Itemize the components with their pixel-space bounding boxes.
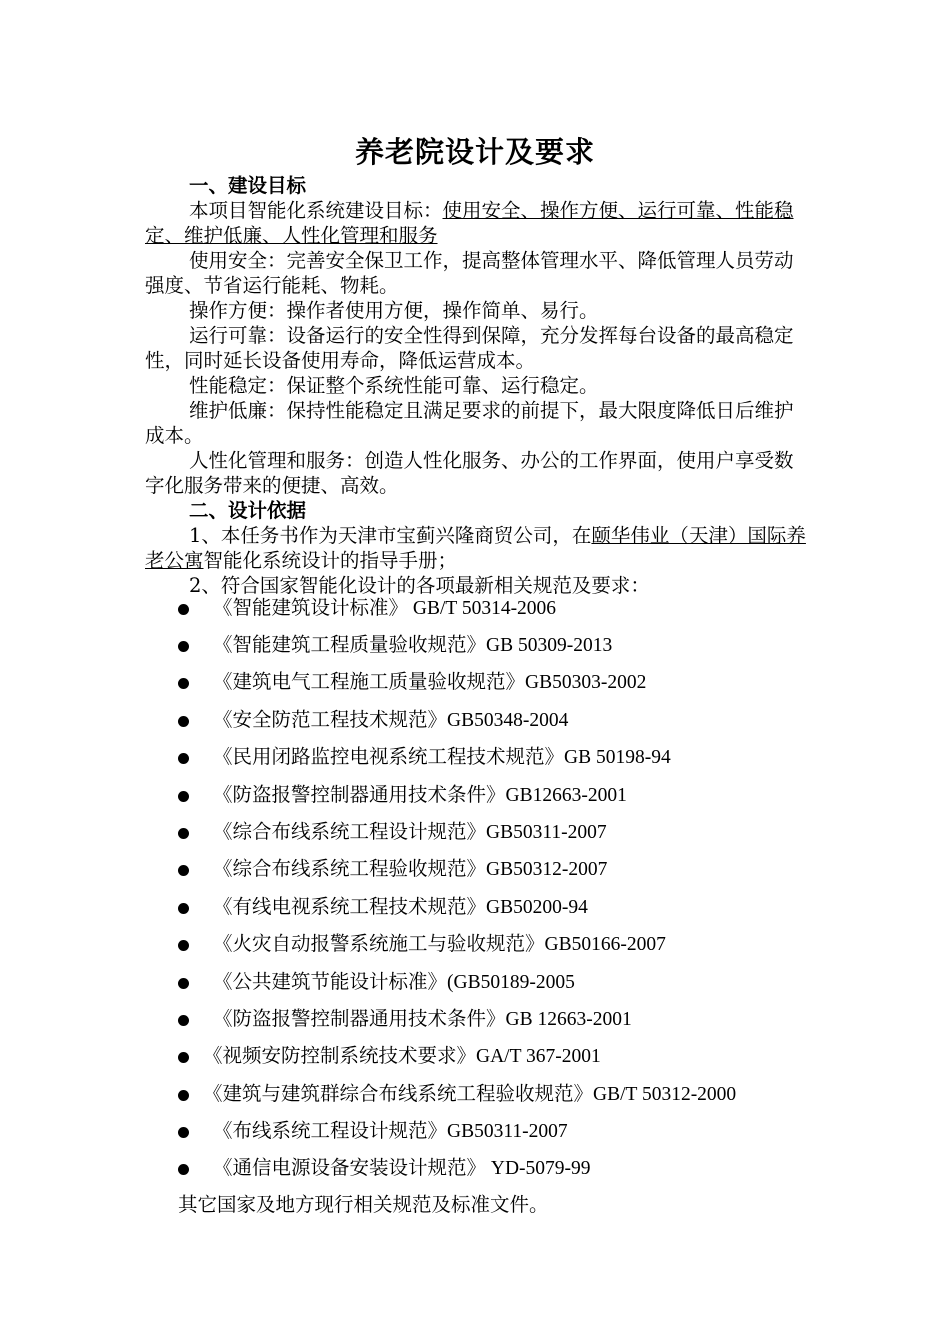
paragraph-text: 1、本任务书作为天津市宝蓟兴隆商贸公司，在 bbox=[189, 524, 592, 547]
standard-text: 《火灾自动报警系统施工与验收规范》GB50166-2007 bbox=[213, 934, 666, 955]
section-heading: 二、设计依据 bbox=[189, 499, 307, 522]
section-heading: 一、建设目标 bbox=[189, 174, 307, 197]
bullet-icon bbox=[178, 865, 189, 876]
standard-text: 《智能建筑设计标准》 GB/T 50314-2006 bbox=[213, 598, 557, 619]
paragraph: 性能稳定：保证整个系统性能可靠、运行稳定。 bbox=[189, 374, 599, 397]
goals-underlined-text: 使用安全、操作方便、运行可靠、性能稳定、维护低廉、人性化管理和服务 bbox=[145, 199, 794, 247]
paragraph: 使用安全：完善安全保卫工作，提高整体管理水平、降低管理人员劳动强度、节省运行能耗、物耗。 bbox=[145, 249, 794, 297]
section-1 bbox=[145, 173, 807, 598]
bullet-icon bbox=[178, 940, 189, 951]
paragraph: 2、符合国家智能化设计的各项最新相关规范及要求： bbox=[189, 574, 650, 597]
bullet-icon bbox=[178, 678, 189, 689]
paragraph: 维护低廉：保持性能稳定且满足要求的前提下，最大限度降低日后维护成本。 bbox=[145, 399, 794, 447]
standard-text: 《建筑与建筑群综合布线系统工程验收规范》GB/T 50312-2000 bbox=[203, 1084, 737, 1105]
project-name-underlined-text: 颐华伟业（天津）国际养老公寓 bbox=[145, 524, 806, 572]
standard-text: 《智能建筑工程质量验收规范》GB 50309-2013 bbox=[213, 635, 613, 656]
standard-text: 《视频安防控制系统技术要求》GA/T 367-2001 bbox=[203, 1046, 601, 1067]
standard-text: 《公共建筑节能设计标准》(GB50189-2005 bbox=[213, 972, 575, 993]
list-item bbox=[0, 932, 950, 958]
list-item bbox=[0, 857, 950, 883]
standard-text: 《综合布线系统工程验收规范》GB50312-2007 bbox=[213, 859, 608, 880]
bullet-icon bbox=[178, 1015, 189, 1026]
bullet-icon bbox=[178, 1127, 189, 1138]
list-item bbox=[0, 596, 950, 622]
bullet-icon bbox=[178, 716, 189, 727]
list-item bbox=[0, 783, 950, 809]
list-item bbox=[0, 745, 950, 771]
bullet-icon bbox=[178, 1052, 189, 1063]
list-item bbox=[0, 1044, 950, 1070]
paragraph bbox=[145, 523, 807, 573]
standard-text: 《综合布线系统工程设计规范》GB50311-2007 bbox=[213, 822, 607, 843]
intro-text: 本项目智能化系统建设目标： bbox=[189, 199, 443, 222]
paragraph: 人性化管理和服务：创造人性化服务、办公的工作界面，使用户享受数字化服务带来的便捷、高效。 bbox=[145, 449, 794, 497]
bullet-icon bbox=[178, 641, 189, 652]
standard-text: 《布线系统工程设计规范》GB50311-2007 bbox=[213, 1121, 568, 1142]
standard-text: 《安全防范工程技术规范》GB50348-2004 bbox=[213, 710, 569, 731]
bullet-icon bbox=[178, 1090, 189, 1101]
list-item bbox=[0, 970, 950, 996]
standard-text: 《通信电源设备安装设计规范》 YD-5079-99 bbox=[213, 1158, 591, 1179]
bullet-icon bbox=[178, 828, 189, 839]
closing-paragraph: 其它国家及地方现行相关规范及标准文件。 bbox=[178, 1193, 549, 1216]
standard-text: 《防盗报警控制器通用技术条件》GB 12663-2001 bbox=[213, 1009, 632, 1030]
bullet-icon bbox=[178, 753, 189, 764]
paragraph bbox=[145, 198, 807, 248]
list-item bbox=[0, 708, 950, 734]
bullet-icon bbox=[178, 791, 189, 802]
paragraph: 运行可靠：设备运行的安全性得到保障，充分发挥每台设备的最高稳定性，同时延长设备使用寿命，降低运营成本。 bbox=[145, 324, 794, 372]
list-item bbox=[0, 1007, 950, 1033]
standard-text: 《建筑电气工程施工质量验收规范》GB50303-2002 bbox=[213, 672, 647, 693]
list-item bbox=[0, 895, 950, 921]
standard-text: 《有线电视系统工程技术规范》GB50200-94 bbox=[213, 897, 588, 918]
bullet-icon bbox=[178, 978, 189, 989]
bullet-icon bbox=[178, 903, 189, 914]
list-item bbox=[0, 1156, 950, 1182]
paragraph-text: 智能化系统设计的指导手册； bbox=[203, 549, 458, 572]
list-item bbox=[0, 820, 950, 846]
list-item bbox=[0, 1082, 950, 1108]
page-title: 养老院设计及要求 bbox=[354, 135, 595, 169]
bullet-icon bbox=[178, 1164, 189, 1175]
list-item bbox=[0, 633, 950, 659]
standard-text: 《民用闭路监控电视系统工程技术规范》GB 50198-94 bbox=[213, 747, 671, 768]
standard-text: 《防盗报警控制器通用技术条件》GB12663-2001 bbox=[213, 785, 627, 806]
bullet-icon bbox=[178, 604, 189, 615]
paragraph: 操作方便：操作者使用方便，操作简单、易行。 bbox=[189, 299, 599, 322]
list-item bbox=[0, 670, 950, 696]
list-item bbox=[0, 1119, 950, 1145]
